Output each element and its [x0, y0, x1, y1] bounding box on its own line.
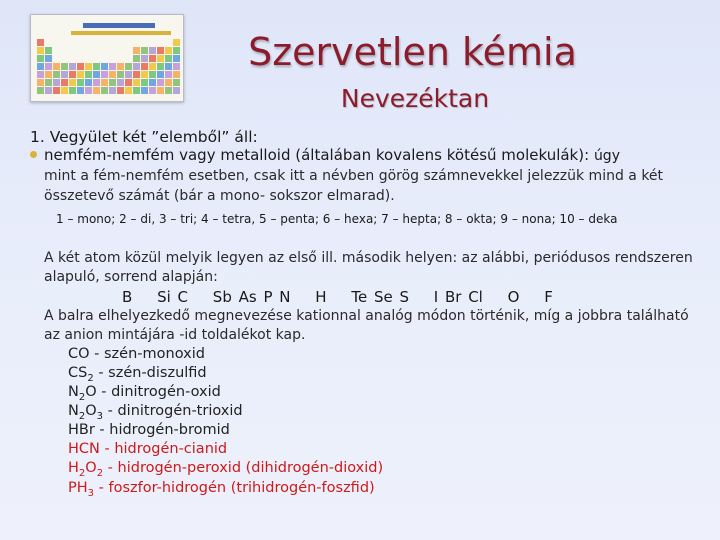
formula: HBr [68, 422, 95, 438]
subscript: 3 [87, 487, 95, 499]
compound-name: - hidrogén-bromid [94, 422, 230, 438]
series-item: Si C [157, 288, 189, 306]
series-item: Sb As P N [212, 288, 291, 306]
bullet-main: nemfém-nemfém vagy metalloid (általában kovalens kötésű molekulák): [44, 146, 590, 164]
compound-name: - dinitrogén-oxid [96, 384, 221, 400]
compound-name: - hidrogén-peroxid (dihidrogén-dioxid) [103, 460, 384, 476]
bullet-icon [30, 151, 37, 158]
example-hbr [68, 422, 230, 438]
formula: CO [68, 346, 90, 362]
series-item: H [315, 288, 327, 306]
example-n2o3 [68, 403, 243, 422]
compound-name: - hidrogén-cianid [99, 441, 228, 457]
example-h2o2 [68, 460, 383, 479]
page-title: Szervetlen kémia [248, 30, 577, 74]
formula-part: O [85, 384, 97, 400]
subscript: 3 [96, 410, 104, 422]
bullet-line-1 [44, 146, 620, 164]
compound-name: - szén-diszulfid [93, 365, 207, 381]
formula-part: CS [68, 365, 88, 381]
element-order-series [122, 288, 571, 306]
series-item: I Br Cl [433, 288, 483, 306]
subscript: 2 [78, 391, 86, 403]
series-item: B [122, 288, 133, 306]
table-header-bar [83, 23, 155, 28]
bullet-line-3: összetevő számát (bár a mono- sokszor elmarad). [44, 188, 395, 204]
formula-part: N [68, 384, 79, 400]
greek-prefix-list: 1 – mono; 2 – di, 3 – tri; 4 – tetra, 5 – penta; 6 – hexa; 7 – hepta; 8 – okta; 9 – nona; 10 – deka [56, 212, 618, 226]
order-line-1: A két atom közül melyik legyen az első ill. második helyen: az alábbi, periódusos rendszeren [44, 250, 693, 266]
formula: HCN [68, 441, 100, 457]
example-co [68, 346, 205, 362]
formula-part: PH [68, 480, 88, 496]
example-hcn [68, 441, 227, 457]
series-item: O [507, 288, 520, 306]
section-heading: 1. Vegyület két ”elemből” áll: [30, 128, 258, 146]
formula-part: N [68, 403, 79, 419]
example-n2o [68, 384, 221, 403]
subscript: 2 [78, 467, 86, 479]
formula-part: O [85, 460, 97, 476]
series-item: Te Se S [351, 288, 409, 306]
compound-name: - szén-monoxid [89, 346, 205, 362]
subscript: 2 [96, 467, 104, 479]
order-line-2: alapuló, sorrend alapján: [44, 269, 218, 285]
page-subtitle: Nevezéktan [340, 84, 490, 113]
example-cs2 [68, 365, 207, 384]
bullet-line-2: mint a fém-nemfém esetben, csak itt a névben görög számnevekkel jelezzük mind a két [44, 168, 664, 184]
formula-part: O [85, 403, 97, 419]
subscript: 2 [78, 410, 86, 422]
formula-part: H [68, 460, 79, 476]
rule-line-1: A balra elhelyezkedő megnevezése kationnal analóg módon történik, míg a jobbra található [44, 308, 689, 324]
rule-line-2: az anion mintájára -id toldalékot kap. [44, 327, 306, 343]
compound-name: - dinitrogén-trioxid [103, 403, 243, 419]
subscript: 2 [87, 372, 94, 384]
example-ph3 [68, 480, 375, 499]
bullet-cont: úgy [593, 148, 620, 164]
series-item: F [544, 288, 553, 306]
compound-name: - foszfor-hidrogén (trihidrogén-foszfid) [94, 480, 375, 496]
